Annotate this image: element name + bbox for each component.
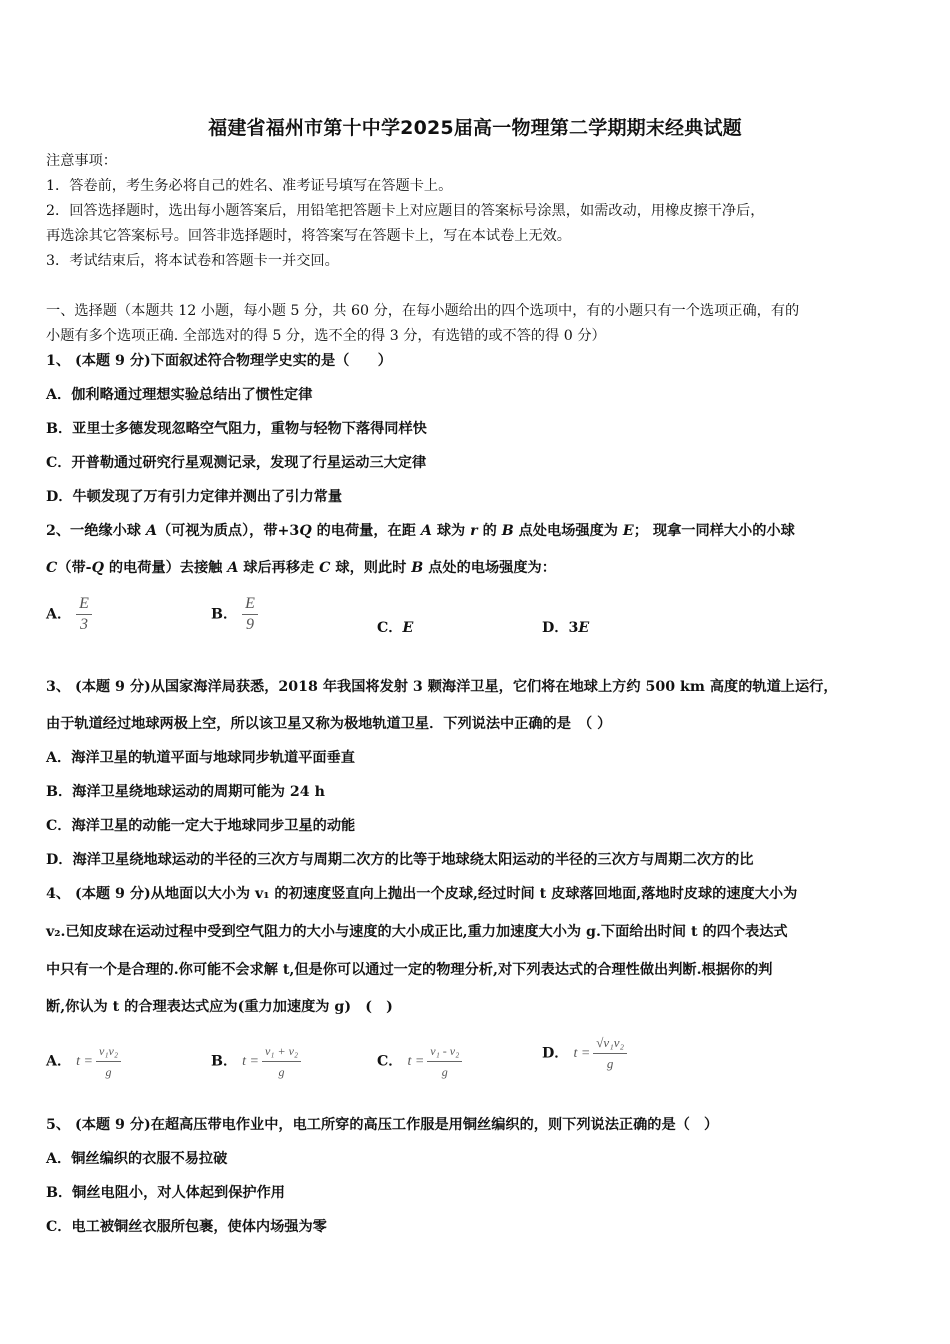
question-2-option-c: C．E (377, 620, 414, 636)
notice-item: 再选涂其它答案标号。回答非选择题时，将答案写在答题卡上，写在本试卷上无效。 (46, 228, 571, 244)
question-5-option-c: C．电工被铜丝衣服所包裹，使体内场强为零 (46, 1219, 327, 1235)
question-3-stem-line1: 3、 (本题 9 分)从国家海洋局获悉，2018 年我国将发射 3 颗海洋卫星，它们将在地球上方约 500 km 高度的轨道上运行， (46, 679, 838, 695)
question-1-stem: 1、 (本题 9 分)下面叙述符合物理学史实的是（ ） (46, 353, 392, 369)
question-3-option-b: B．海洋卫星绕地球运动的周期可能为 24 h (46, 784, 325, 800)
question-5-stem: 5、 (本题 9 分)在超高压带电作业中，电工所穿的高压工作服是用铜丝编织的，则下列说法正确的是（ ） (46, 1117, 719, 1133)
question-2-stem-line1: 2、一绝缘小球 A（可视为质点），带+3Q 的电荷量，在距 A 球为 r 的 B 点处电场强度为 E； 现拿一同样大小的小球 (46, 523, 795, 539)
notice-item: 1．答卷前，考生务必将自己的姓名、准考证号填写在答题卡上。 (46, 178, 453, 194)
question-4-option-d: D． t = $\frac{\text{√v₁v₂}}{g}$ (542, 1034, 627, 1073)
question-4-stem-line2: v₂.已知皮球在运动过程中受到空气阻力的大小与速度的大小成正比,重力加速度大小为 g.下面给出时间 t 的四个表达式 (46, 924, 788, 940)
question-3-option-d: D．海洋卫星绕地球运动的半径的三次方与周期二次方的比等于地球绕太阳运动的半径的三次方与周期二次方的比 (46, 852, 754, 868)
question-2-option-a: A． $\frac{E}{3}$ (46, 595, 92, 634)
question-4-option-b: B． t = $\frac{\text{v₁ + v₂}}{g}$ (211, 1042, 301, 1081)
question-3-stem-line2: 由于轨道经过地球两极上空，所以该卫星又称为极地轨道卫星．下列说法中正确的是 （ ） (46, 716, 612, 732)
question-4-stem-line1: 4、 (本题 9 分)从地面以大小为 v₁ 的初速度竖直向上抛出一个皮球,经过时间 t 皮球落回地面,落地时皮球的速度大小为 (46, 886, 798, 902)
question-4-option-c: C． t = $\frac{\text{v₁ - v₂}}{g}$ (377, 1042, 462, 1081)
question-5-option-b: B．铜丝电阻小，对人体起到保护作用 (46, 1185, 285, 1201)
question-2-option-d: D．3E (542, 620, 590, 636)
question-1-option-d: D．牛顿发现了万有引力定律并测出了引力常量 (46, 489, 343, 505)
question-2-stem-line2: C（带-Q 的电荷量）去接触 A 球后再移走 C 球，则此时 B 点处的电场强度为： (46, 560, 556, 576)
question-4-option-a: A． t = $\frac{\text{v₁v₂}}{g}$ (46, 1042, 121, 1081)
question-2-option-b: B． $\frac{E}{9}$ (211, 595, 258, 634)
question-4-stem-line4: 断,你认为 t 的合理表达式应为(重力加速度为 g) ( ) (46, 999, 393, 1015)
question-5-option-a: A．铜丝编织的衣服不易拉破 (46, 1151, 228, 1167)
question-3-option-a: A．海洋卫星的轨道平面与地球同步轨道平面垂直 (46, 750, 355, 766)
question-1-option-b: B．亚里士多德发现忽略空气阻力，重物与轻物下落得同样快 (46, 421, 427, 437)
notice-heading: 注意事项： (46, 153, 117, 169)
notice-item: 2．回答选择题时，选出每小题答案后，用铅笔把答题卡上对应题目的答案标号涂黑，如需改动，用橡皮擦干净后， (46, 203, 765, 219)
question-1-option-a: A．伽利略通过理想实验总结出了惯性定律 (46, 387, 313, 403)
section-heading: 小题有多个选项正确. 全部选对的得 5 分，选不全的得 3 分，有选错的或不答的得 0 分） (46, 328, 606, 344)
page-title: 福建省福州市第十中学2025届高一物理第二学期期末经典试题 (208, 117, 742, 139)
notice-item: 3．考试结束后，将本试卷和答题卡一并交回。 (46, 253, 339, 269)
question-1-option-c: C．开普勒通过研究行星观测记录，发现了行星运动三大定律 (46, 455, 427, 471)
section-heading: 一、选择题（本题共 12 小题，每小题 5 分，共 60 分，在每小题给出的四个选项中，有的小题只有一个选项正确，有的 (46, 303, 800, 319)
question-4-stem-line3: 中只有一个是合理的.你可能不会求解 t,但是你可以通过一定的物理分析,对下列表达式的合理性做出判断.根据你的判 (46, 962, 773, 978)
question-3-option-c: C．海洋卫星的动能一定大于地球同步卫星的动能 (46, 818, 356, 834)
